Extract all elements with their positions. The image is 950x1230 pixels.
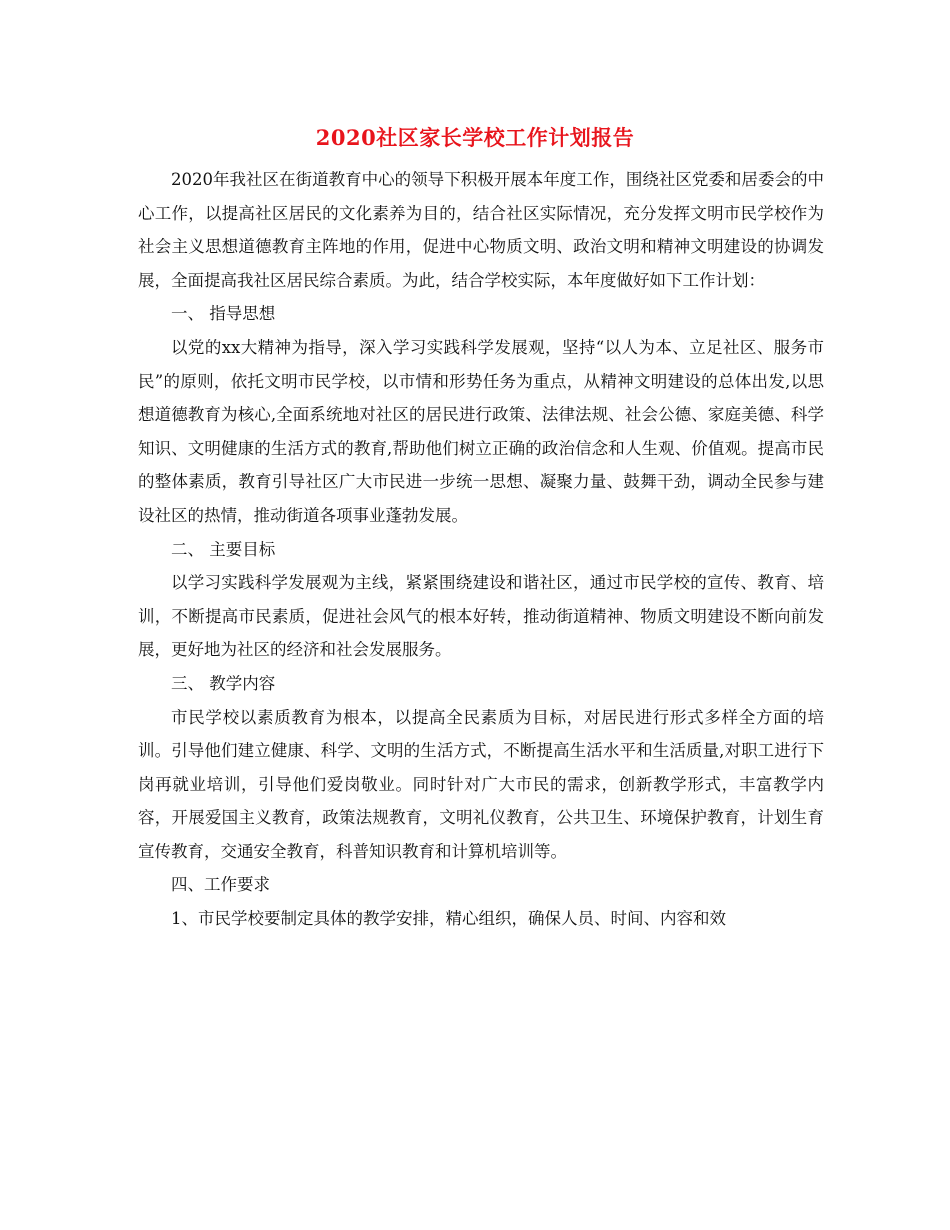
paragraph-work-requirements: 1、市民学校要制定具体的教学安排，精心组织，确保人员、时间、内容和效: [171, 909, 726, 929]
paragraph-teaching-content: 市民学校以素质教育为根本，以提高全民素质为目标，对居民进行形式多样全方面的培训。引导他们建立健康、科学、文明的生活方式，不断提高生活水平和生活质量,对职工进行下岗再就业培训，引导他们爱岗敬业。同时针对广大市民的需求，创新教学形式，丰富教学内容，开展爱国主义教育，政策法规教育，文明礼仪教育，公共卫生、环境保护教育，计划生育宣传教育，交通安全教育，科普知识教育和计算机培训等。: [138, 707, 824, 861]
document-title: 2020社区家长学校工作计划报告: [315, 125, 635, 150]
heading-work-requirements: 四、工作要求: [171, 875, 270, 895]
heading-guiding-ideology: 一、 指导思想: [171, 304, 276, 324]
paragraph-main-goals: 以学习实践科学发展观为主线，紧紧围绕建设和谐社区，通过市民学校的宣传、教育、培训，不断提高市民素质，促进社会风气的根本好转，推动街道精神、物质文明建设不断向前发展，更好地为社区的经济和社会发展服务。: [138, 573, 824, 660]
paragraph-guiding-ideology: 以党的xx大精神为指导，深入学习实践科学发展观，坚持“以人为本、立足社区、服务市民”的原则，依托文明市民学校，以市情和形势任务为重点，从精神文明建设的总体出发,以思想道德教育为核心,全面系统地对社区的居民进行政策、法律法规、社会公德、家庭美德、科学知识、文明健康的生活方式的教育,帮助他们树立正确的政治信念和人生观、价值观。提高市民的整体素质，教育引导社区广大市民进一步统一思想、凝聚力量、鼓舞干劲，调动全民参与建设社区的热情，推动街道各项事业蓬勃发展。: [138, 337, 824, 525]
document-body: [138, 163, 824, 936]
paragraph-intro: 2020年我社区在街道教育中心的领导下积极开展本年度工作，围绕社区党委和居委会的中心工作，以提高社区居民的文化素养为目的，结合社区实际情况，充分发挥文明市民学校作为社会主义思想道德教育主阵地的作用，促进中心物质文明、政治文明和精神文明建设的协调发展，全面提高我社区居民综合素质。为此，结合学校实际，本年度做好如下工作计划：: [138, 170, 824, 290]
heading-teaching-content: 三、 教学内容: [171, 673, 276, 693]
heading-main-goals: 二、 主要目标: [171, 539, 276, 559]
